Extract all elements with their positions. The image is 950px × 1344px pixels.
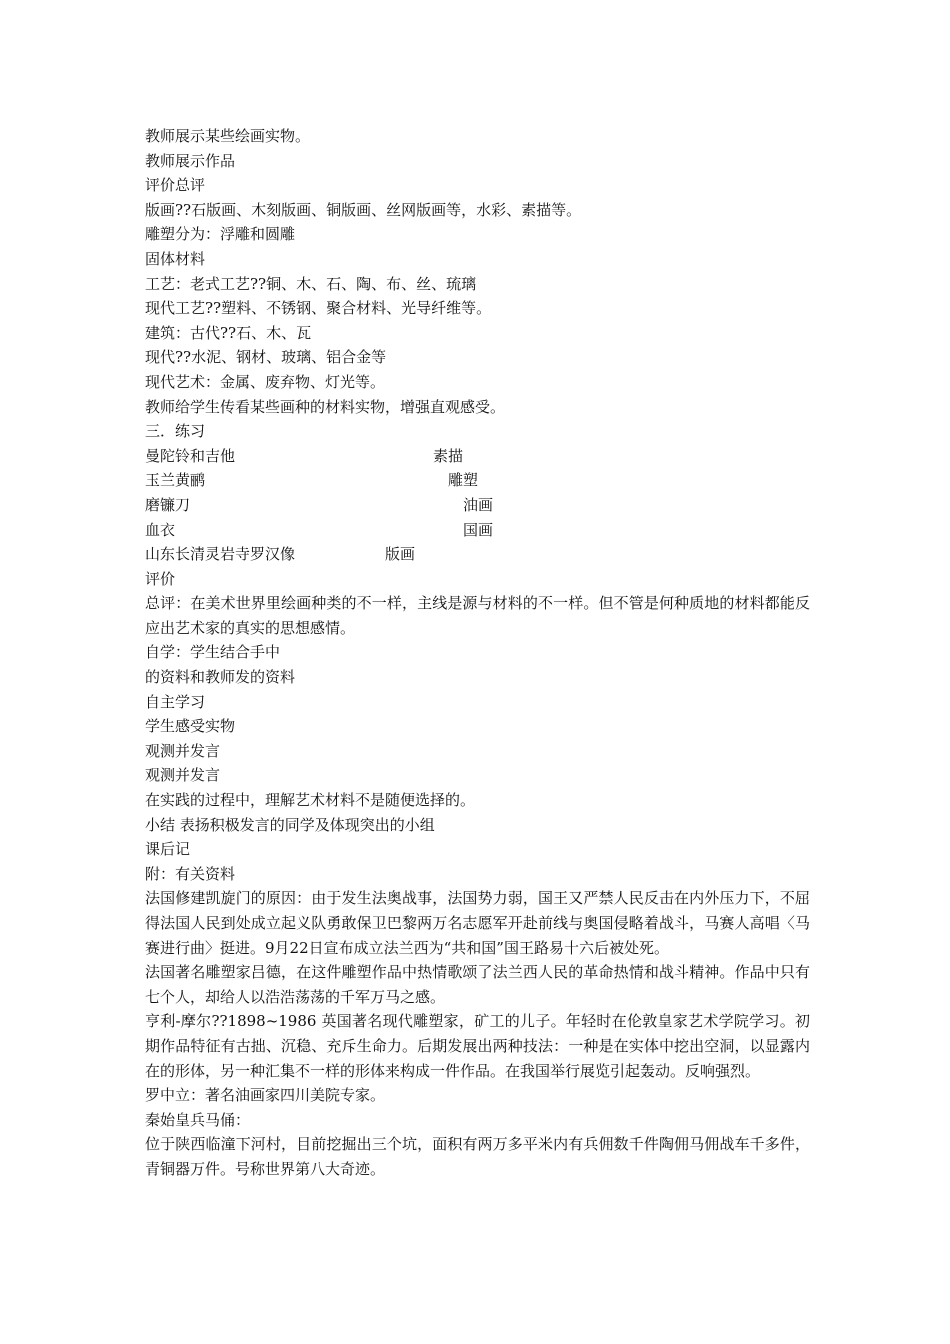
text-line: 附：有关资料 bbox=[145, 864, 236, 883]
text-line: 评价 bbox=[145, 569, 176, 588]
text-line: 自主学习 bbox=[145, 692, 206, 711]
exercise-item: 磨镰刀 bbox=[145, 495, 191, 514]
terracotta-paragraph: 位于陕西临潼下河村，目前挖掘出三个坑，面积有两万多平米内有兵佣数千件陶佣马佣战车千多件，青铜器万件。号称世界第八大奇迹。 bbox=[145, 1135, 810, 1178]
exercise-item: 山东长清灵岩寺罗汉像 bbox=[145, 545, 296, 564]
exercise-row bbox=[145, 444, 810, 469]
section-heading: 三．练习 bbox=[145, 422, 206, 441]
exercise-category: 国画 bbox=[463, 520, 494, 539]
text-line: 现代工艺??塑料、不锈钢、聚合材料、光导纤维等。 bbox=[145, 299, 492, 318]
text-line: 自学：学生结合手中 bbox=[145, 643, 281, 662]
summary-paragraph: 总评：在美术世界里绘画种类的不一样，主线是源与材料的不一样。但不管是何种质地的材料都能反应出艺术家的真实的思想感情。 bbox=[145, 594, 810, 637]
text-line: 评价总评 bbox=[145, 176, 206, 195]
text-line: 在实践的过程中，理解艺术材料不是随便选择的。 bbox=[145, 791, 476, 810]
exercise-row bbox=[145, 468, 810, 493]
text-line: 现代艺术：金属、废弃物、灯光等。 bbox=[145, 372, 386, 391]
henry-moore-paragraph: 亨利-摩尔??1898~1986 英国著名现代雕塑家，矿工的儿子。年轻时在伦敦皇家艺术学院学习。初期作品特征有古拙、沉稳、充斥生命力。后期发展出两种技法：一种是在实体中挖出空洞，以显露内在的形体，另一种汇集不一样的形体来构成一件作品。在我国举行展览引起轰动。反响强烈。 bbox=[145, 1012, 810, 1080]
exercise-row bbox=[145, 542, 810, 567]
text-line: 罗中立：著名油画家四川美院专家。 bbox=[145, 1086, 386, 1105]
text-line: 现代??水泥、钢材、玻璃、铝合金等 bbox=[145, 348, 387, 367]
text-line: 教师展示某些绘画实物。 bbox=[145, 127, 311, 145]
text-line: 教师给学生传看某些画种的材料实物，增强直观感受。 bbox=[145, 397, 506, 416]
text-line: 建筑：古代??石、木、瓦 bbox=[145, 323, 312, 342]
exercise-category: 版画 bbox=[385, 545, 416, 564]
document-body bbox=[145, 124, 810, 1182]
text-line: 的资料和教师发的资料 bbox=[145, 668, 296, 687]
text-line: 课后记 bbox=[145, 840, 191, 859]
sculptor-paragraph: 法国著名雕塑家吕德，在这件雕塑作品中热情歌颂了法兰西人民的革命热情和战斗精神。作品中只有七个人，却给人以浩浩荡荡的千军万马之感。 bbox=[145, 963, 810, 1006]
exercise-category: 素描 bbox=[433, 446, 464, 465]
exercise-item: 曼陀铃和吉他 bbox=[145, 446, 236, 465]
text-line: 学生感受实物 bbox=[145, 717, 236, 736]
exercise-row bbox=[145, 518, 810, 543]
text-line: 工艺：老式工艺??铜、木、石、陶、布、丝、琉璃 bbox=[145, 274, 477, 293]
exercise-category: 雕塑 bbox=[448, 471, 479, 490]
exercise-row bbox=[145, 493, 810, 518]
text-line: 观测并发言 bbox=[145, 766, 221, 785]
exercise-item: 血衣 bbox=[145, 520, 176, 539]
text-line: 雕塑分为：浮雕和圆雕 bbox=[145, 225, 296, 244]
text-line: 观测并发言 bbox=[145, 741, 221, 760]
text-line: 教师展示作品 bbox=[145, 151, 236, 170]
text-line: 版画??石版画、木刻版画、铜版画、丝网版画等，水彩、素描等。 bbox=[145, 200, 582, 219]
text-line: 秦始皇兵马俑： bbox=[145, 1110, 251, 1129]
arc-de-triomphe-paragraph: 法国修建凯旋门的原因：由于发生法奥战事，法国势力弱，国王又严禁人民反击在内外压力下，不屈得法国人民到处成立起义队勇敢保卫巴黎两万名志愿军开赴前线与奥国侵略着战斗，马赛人高唱〈马赛进行曲〉挺进。9月22日宣布成立法兰西为“共和国”国王路易十六后被处死。 bbox=[145, 889, 810, 957]
text-line: 小结 表扬积极发言的同学及体现突出的小组 bbox=[145, 815, 435, 834]
exercise-category: 油画 bbox=[463, 495, 494, 514]
text-line: 固体材料 bbox=[145, 249, 206, 268]
exercise-item: 玉兰黄鹂 bbox=[145, 471, 206, 490]
